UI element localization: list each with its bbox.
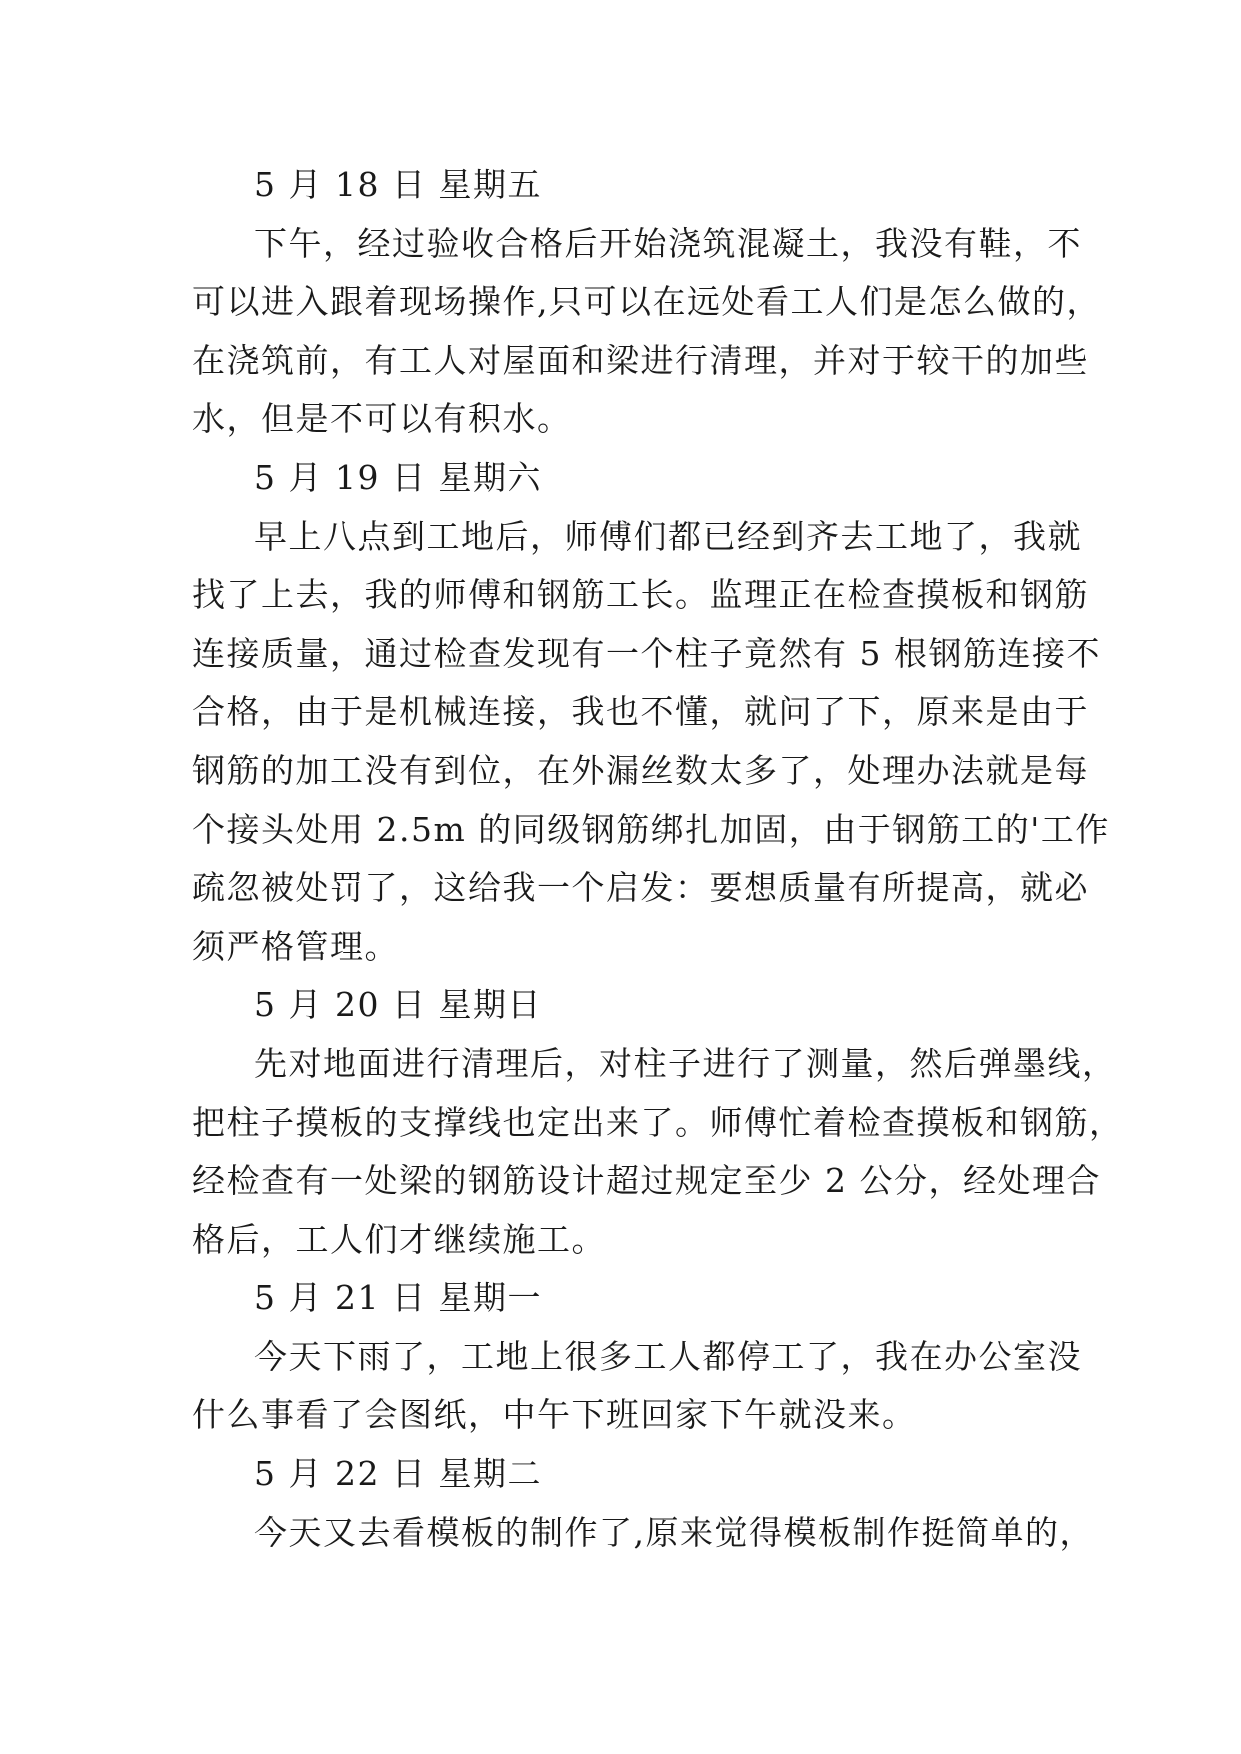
entry-line: 找了上去，我的师傅和钢筋工长。监理正在检查摸板和钢筋 <box>192 575 1089 615</box>
entry-line: 经检查有一处梁的钢筋设计超过规定至少 2 公分，经处理合 <box>192 1161 1101 1201</box>
entry-heading: 5 月 20 日 星期日 <box>254 985 542 1025</box>
entry-line: 连接质量，通过检查发现有一个柱子竟然有 5 根钢筋连接不 <box>192 633 1101 673</box>
entry-line: 可以进入跟着现场操作,只可以在远处看工人们是怎么做的， <box>192 282 1101 322</box>
entry-line: 格后，工人们才继续施工。 <box>192 1219 606 1259</box>
entry-line: 今天下雨了，工地上很多工人都停工了，我在办公室没 <box>254 1336 1082 1376</box>
document-body <box>192 156 1124 1562</box>
entry-line: 先对地面进行清理后，对柱子进行了测量，然后弹墨线， <box>254 1043 1117 1083</box>
entry-line: 什么事看了会图纸，中午下班回家下午就没来。 <box>192 1395 917 1435</box>
entry-line: 钢筋的加工没有到位，在外漏丝数太多了，处理办法就是每 <box>192 750 1089 790</box>
entry-heading: 5 月 21 日 星期一 <box>254 1278 542 1318</box>
entry-line: 水，但是不可以有积水。 <box>192 399 572 439</box>
entry-line: 合格，由于是机械连接，我也不懂，就问了下，原来是由于 <box>192 692 1089 732</box>
entry-line: 疏忽被处罚了，这给我一个启发：要想质量有所提高，就必 <box>192 868 1089 908</box>
entry-line: 今天又去看模板的制作了,原来觉得模板制作挺简单的， <box>254 1512 1094 1552</box>
entry-heading: 5 月 19 日 星期六 <box>254 457 542 497</box>
entry-heading: 5 月 22 日 星期二 <box>254 1454 542 1494</box>
entry-heading: 5 月 18 日 星期五 <box>254 165 542 204</box>
entry-line: 早上八点到工地后，师傅们都已经到齐去工地了，我就 <box>254 516 1082 556</box>
entry-line: 把柱子摸板的支撑线也定出来了。师傅忙着检查摸板和钢筋， <box>192 1102 1124 1142</box>
entry-line: 须严格管理。 <box>192 926 399 966</box>
entry-line: 在浇筑前，有工人对屋面和梁进行清理，并对于较干的加些 <box>192 340 1089 380</box>
entry-line: 个接头处用 2.5m 的同级钢筋绑扎加固，由于钢筋工的'工作 <box>192 809 1110 849</box>
entry-line: 下午，经过验收合格后开始浇筑混凝土，我没有鞋，不 <box>254 223 1082 263</box>
